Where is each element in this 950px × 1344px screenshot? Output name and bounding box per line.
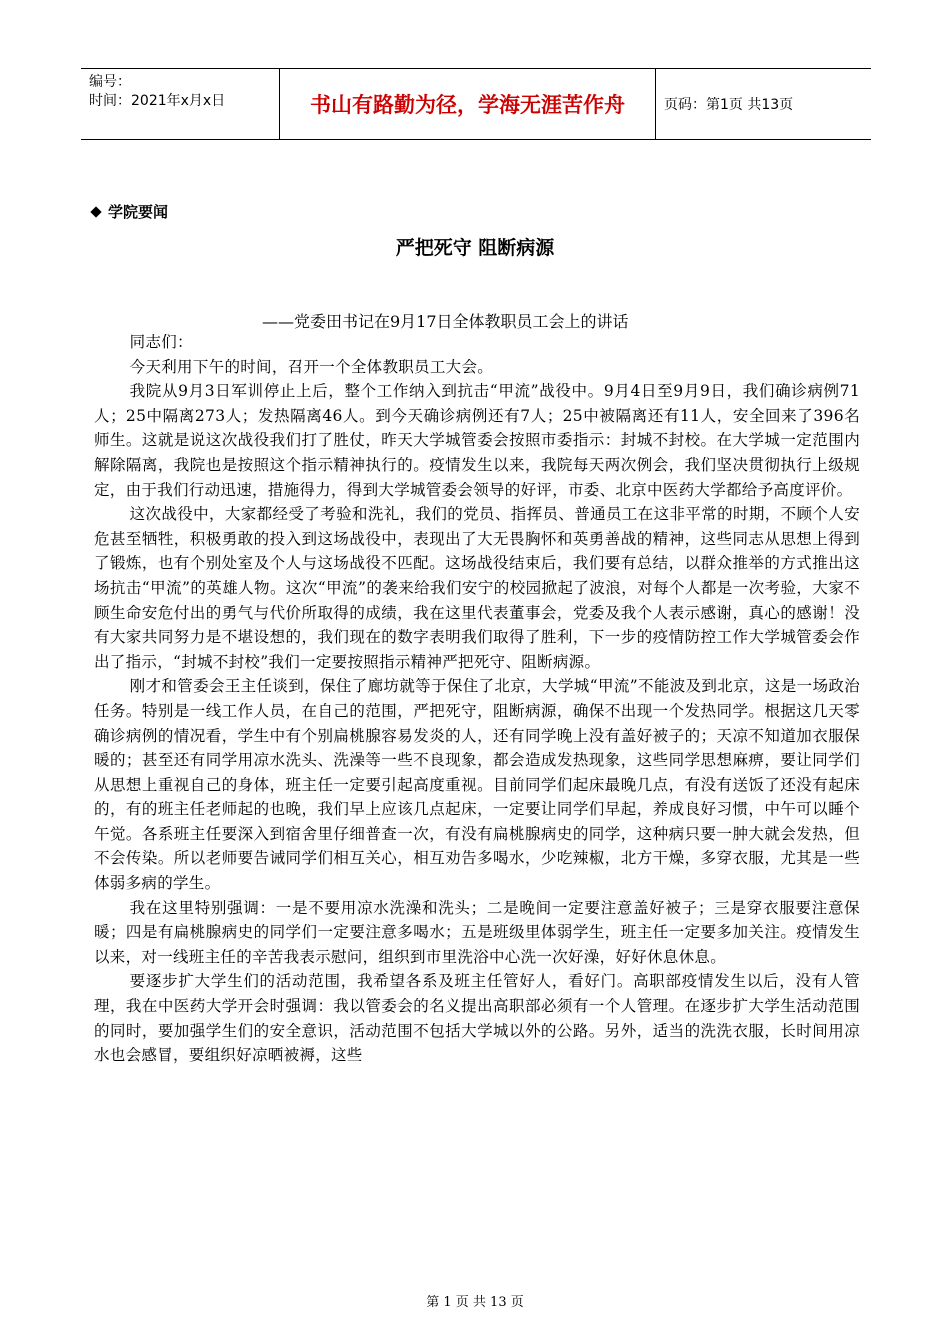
section-heading (92, 201, 168, 222)
article-title: 严把死守 阻断病源 (395, 237, 555, 259)
header-motto-cell (280, 69, 656, 139)
page-footer: 第 1 页 共 13 页 (426, 1295, 524, 1310)
number-label: 编号： (89, 74, 131, 90)
header-page-cell (656, 69, 871, 139)
page-info: 页码：第1页 共13页 (664, 97, 794, 113)
section-label-text: 学院要闻 (108, 203, 169, 221)
header-meta-cell (81, 69, 280, 139)
article-subtitle: ——党委田书记在9月17日全体教职员工会上的讲话 (262, 312, 629, 331)
date-label: 时间：2021年x月x日 (89, 93, 226, 109)
document-header (81, 68, 871, 140)
paragraph: 要逐步扩大学生们的活动范围，我希望各系及班主任管好人，看好门。高职部疫情发生以后，没有人管理，我在中医药大学开会时强调：我以管委会的名义提出高职部必须有一个人管理。在逐步扩大学生活动范围的同时，要加强学生们的安全意识，活动范围不包括大学城以外的公路。另外，适当的洗洗衣服，长时间用凉水也会感冒，要组织好凉晒被褥，这些 (94, 972, 860, 1065)
paragraph: 刚才和管委会王主任谈到，保住了廊坊就等于保住了北京，大学城“甲流”不能波及到北京，这是一场政治任务。特别是一线工作人员，在自己的范围，严把死守，阻断病源，确保不出现一个发热同学。根据这几天零确诊病例的情况看，学生中有个别扁桃腺容易发炎的人，还有同学晚上没有盖好被子的；天凉不知道加衣服保暖的；甚至还有同学用凉水洗头、洗澡等一些不良现象，都会造成发热现象，这些同学思想麻痹，要让同学们从思想上重视自己的身体，班主任一定要引起高度重视。目前同学们起床最晚几点，有没有送饭了还没有起床的，有的班主任老师起的也晚，我们早上应该几点起床，一定要让同学们早起，养成良好习惯，中午可以睡个午觉。各系班主任要深入到宿舍里仔细普查一次，有没有扁桃腺病史的同学，这种病只要一肿大就会发热，但不会传染。所以老师要告诫同学们相互关心，相互劝告多喝水，少吃辣椒，北方干燥，多穿衣服，尤其是一些体弱多病的学生。 (94, 677, 860, 893)
article-body (94, 330, 860, 1068)
motto-text: 书山有路勤为径，学海无涯苦作舟 (310, 93, 625, 117)
diamond-bullet-icon (90, 206, 101, 217)
paragraph: 我院从9月3日军训停止上后，整个工作纳入到抗击“甲流”战役中。9月4日至9月9日，我们确诊病例71人；25中隔离273人；发热隔离46人。到今天确诊病例还有7人；25中被隔离还有11人，安全回来了396名师生。这就是说这次战役我们打了胜仗，昨天大学城管委会按照市委指示：封城不封校。在大学城一定范围内解除隔离，我院也是按照这个指示精神执行的。疫情发生以来，我院每天两次例会，我们坚决贯彻执行上级规定，由于我们行动迅速，措施得力，得到大学城管委会领导的好评，市委、北京中医药大学都给予高度评价。 (94, 382, 860, 499)
paragraph: 这次战役中，大家都经受了考验和洗礼，我们的党员、指挥员、普通员工在这非平常的时期，不顾个人安危甚至牺牲，积极勇敢的投入到这场战役中，表现出了大无畏胸怀和英勇善战的精神，这些同志从思想上得到了锻炼，也有个别处室及个人与这场战役不匹配。这场战役结束后，我们要有总结，以群众推举的方式推出这场抗击“甲流”的英雄人物。这次“甲流”的袭来给我们安宁的校园掀起了波浪，对每个人都是一次考验，大家不顾生命安危付出的勇气与代价所取得的成绩，我在这里代表董事会，党委及我个人表示感谢，真心的感谢！没有大家共同努力是不堪设想的，我们现在的数字表明我们取得了胜利，下一步的疫情防控工作大学城管委会作出了指示，“封城不封校”我们一定要按照指示精神严把死守、阻断病源。 (94, 505, 860, 671)
paragraph: 今天利用下午的时间，召开一个全体教职员工大会。 (129, 357, 494, 376)
salutation: 同志们： (129, 333, 193, 351)
paragraph: 我在这里特别强调：一是不要用凉水洗澡和洗头；二是晚间一定要注意盖好被子；三是穿衣服要注意保暖；四是有扁桃腺病史的同学们一定要注意多喝水；五是班级里体弱学生，班主任一定要多加关注。疫情发生以来，对一线班主任的辛苦我表示慰问，组织到市里洗浴中心洗一次好澡，好好休息休息。 (94, 898, 860, 966)
